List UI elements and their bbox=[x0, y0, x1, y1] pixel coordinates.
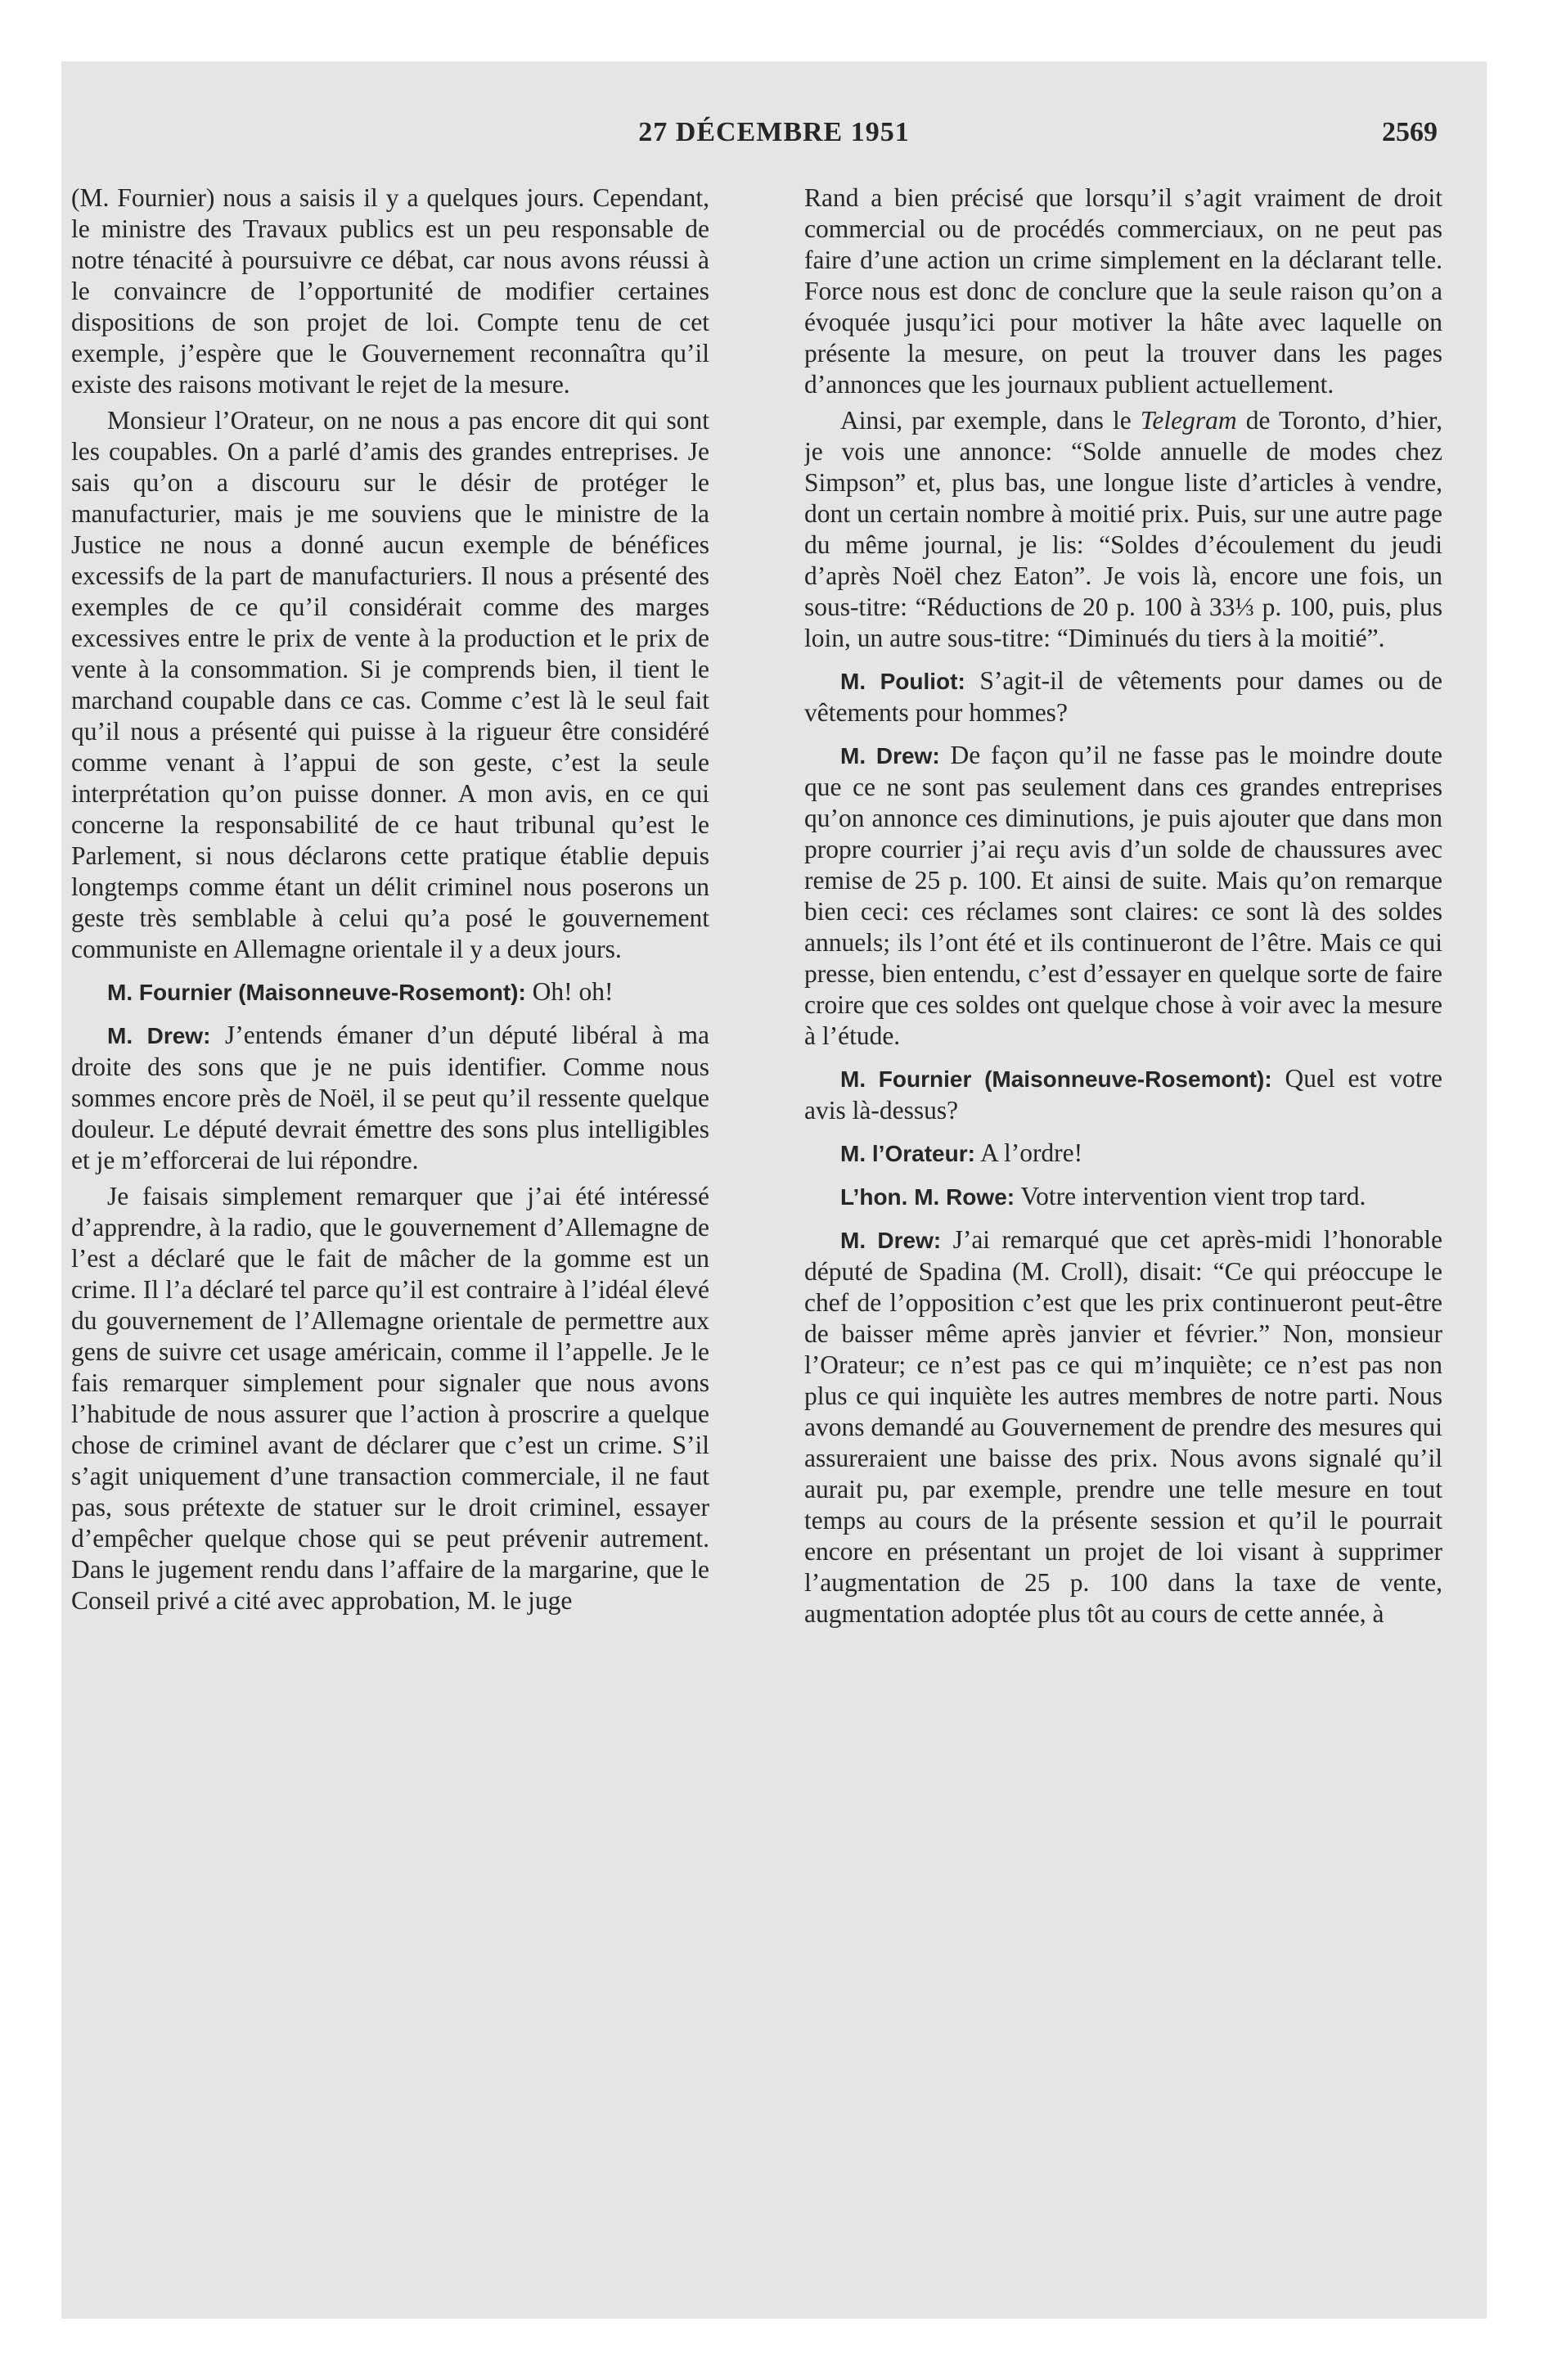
speech-text: S’agit-il de vêtements pour dames ou de vêtements pour hommes? bbox=[804, 666, 1442, 727]
paragraph: (M. Fournier) nous a saisis il y a quelques jours. Cependant, le ministre des Travaux publics est un peu responsable de notre ténacité à poursuivre ce débat, car nous avons réussi à le convaincre de l’opportunité de modifier certaines dispositions de son projet de loi. Compte tenu de cet exemple, j’espère que le Gouvernement reconnaîtra qu’il existe des raisons motivant le rejet de la mesure. bbox=[71, 183, 709, 399]
speech-text: Quel est votre avis là-dessus? bbox=[804, 1064, 1442, 1125]
speech-text: De façon qu’il ne fasse pas le moindre doute que ce ne sont pas seulement dans ces grandes entreprises qu’on annonce ces diminutions, je puis ajouter que dans mon propre courrier j’ai reçu avis d’un solde de chaussures avec remise de 25 p. 100. Et ainsi de suite. Mais qu’on remarque bien ceci: ces réclames sont claires: ce sont là des soldes annuels; ils l’ont été et ils continueront de l’être. Mais ce qui presse, bien entendu, c’est d’essayer en quelque sorte de faire croire que ces soldes ont quelque chose à voir avec la mesure à l’étude. bbox=[804, 741, 1442, 1050]
scanned-page bbox=[61, 61, 1487, 2319]
text-run: Ainsi, par exemple, dans le bbox=[840, 406, 1132, 435]
right-column bbox=[804, 183, 1442, 1634]
newspaper-title: Telegram bbox=[1140, 406, 1237, 435]
speech-text: J’ai remarqué que cet après-midi l’honorable député de Spadina (M. Croll), disait: “Ce qui préoccupe le chef de l’opposition c’est que les prix continueront peut-être de baisser même après janvier et février.” Non, monsieur l’Orateur; ce n’est pas ce qui m’inquiète; ce n’est pas non plus ce qui inquiète les autres membres de notre parti. Nous avons demandé au Gouvernement de prendre des mesures qui assureraient une baisse des prix. Nous avons signalé qu’il aurait pu, par exemple, prendre une telle mesure en tout temps au cours de la présente session et qu’il le pourrait encore en présentant un projet de loi visant à supprimer l’augmentation de 25 p. 100 dans la taxe de vente, augmentation adoptée plus tôt au cours de cette année, à bbox=[804, 1225, 1442, 1628]
paragraph: Monsieur l’Orateur, on ne nous a pas encore dit qui sont les coupables. On a parlé d’amis des grandes entreprises. Je sais qu’on a discouru sur le désir de protéger le manufacturier, mais je me souviens que le ministre de la Justice ne nous a donné aucun exemple de bénéfices excessifs de la part de manufacturiers. Il nous a présenté des exemples de ce qu’il considérait comme des marges excessives entre le prix de vente à la production et le prix de vente à la consommation. Si je comprends bien, il tient le marchand coupable dans ce cas. Comme c’est là le seul fait qu’il nous a présenté qui puisse à la rigueur être considéré comme venant à l’appui de son geste, c’est la seule interprétation qu’on puisse donner. A mon avis, en ce qui concerne la responsabilité de ce haut tribunal qu’est le Parlement, si nous déclarons cette pratique établie depuis longtemps comme étant un délit criminel nous poserons un geste très semblable à celui qu’a posé le gouvernement communiste en Allemagne orientale il y a deux jours. bbox=[71, 406, 709, 963]
left-column bbox=[71, 183, 709, 1621]
paragraph: Je faisais simplement remarquer que j’ai été intéressé d’apprendre, à la radio, que le gouvernement d’Allemagne de l’est a déclaré que le fait de mâcher de la gomme est un crime. Il l’a déclaré tel parce qu’il est contraire à l’idéal élevé du gouvernement de l’Allemagne orientale de permettre aux gens de suivre cet usage américain, comme il l’appelle. Je le fais remarquer simplement pour signaler que nous avons l’habitude de nous assurer que l’action à proscrire a quelque chose de criminel avant de déclarer que c’est un crime. S’il s’agit uniquement d’une transaction commerciale, il ne faut pas, sous prétexte de statuer sur le droit criminel, essayer d’empêcher quelque chose qui se peut prévenir autrement. Dans le jugement rendu dans l’affaire de la margarine, que le Conseil privé a cité avec approbation, M. le juge bbox=[71, 1182, 709, 1615]
speech bbox=[804, 1138, 1442, 1170]
paragraph bbox=[804, 405, 1442, 654]
page-header bbox=[110, 117, 1438, 158]
speaker-name: M. Fournier (Maisonneuve-Rosemont): bbox=[107, 980, 526, 1005]
speech bbox=[804, 665, 1442, 728]
speech bbox=[804, 1224, 1442, 1629]
speech-text: A l’ordre! bbox=[980, 1138, 1083, 1167]
paragraph: Rand a bien précisé que lorsqu’il s’agit vraiment de droit commercial ou de procédés commerciaux, on ne peut pas faire d’une action un crime simplement en la déclarant telle. Force nous est donc de conclure que la seule raison qu’on a évoquée jusqu’ici pour motiver la hâte avec laquelle on présente la mesure, on peut la trouver dans les pages d’annonces que les journaux publient actuellement. bbox=[804, 183, 1442, 399]
speech bbox=[71, 976, 709, 1008]
speaker-name: M. Pouliot: bbox=[840, 669, 965, 694]
speaker-name: M. Drew: bbox=[107, 1023, 211, 1048]
speech bbox=[804, 1181, 1442, 1213]
header-date: 27 DÉCEMBRE 1951 bbox=[638, 117, 910, 147]
speech bbox=[71, 1020, 709, 1176]
speaker-name: M. Fournier (Maisonneuve-Rosemont): bbox=[840, 1066, 1272, 1092]
page-number: 2569 bbox=[1382, 117, 1438, 147]
speech-text: J’entends émaner d’un député libéral à ma droite des sons que je ne puis identifier. Comme nous sommes encore près de Noël, il se peut qu’il ressente quelque douleur. Le député devrait émettre des sons plus intelligibles et je m’efforcerai de lui répondre. bbox=[71, 1021, 709, 1174]
speech-text: Votre intervention vient trop tard. bbox=[1020, 1182, 1366, 1210]
speech bbox=[804, 740, 1442, 1052]
speaker-name: M. Drew: bbox=[840, 1228, 942, 1253]
text-run: de Toronto, d’hier, je vois une annonce: “Solde annuelle de modes chez Simpson” et, plus bas, une longue liste d’articles à vendre, dont un certain nombre à moitié prix. Puis, sur une autre page du même journal, je lis: “Soldes d’écoulement du jeudi d’après Noël chez Eaton”. Je vois là, encore une fois, un sous-titre: “Réductions de 20 p. 100 à 33⅓ p. 100, puis, plus loin, un autre sous-titre: “Diminués du tiers à la moitié”. bbox=[804, 406, 1442, 652]
speech bbox=[804, 1063, 1442, 1126]
speaker-name: L’hon. M. Rowe: bbox=[840, 1184, 1015, 1210]
speech-text: Oh! oh! bbox=[532, 977, 614, 1006]
speaker-name: M. l’Orateur: bbox=[840, 1141, 975, 1166]
speaker-name: M. Drew: bbox=[840, 743, 940, 769]
